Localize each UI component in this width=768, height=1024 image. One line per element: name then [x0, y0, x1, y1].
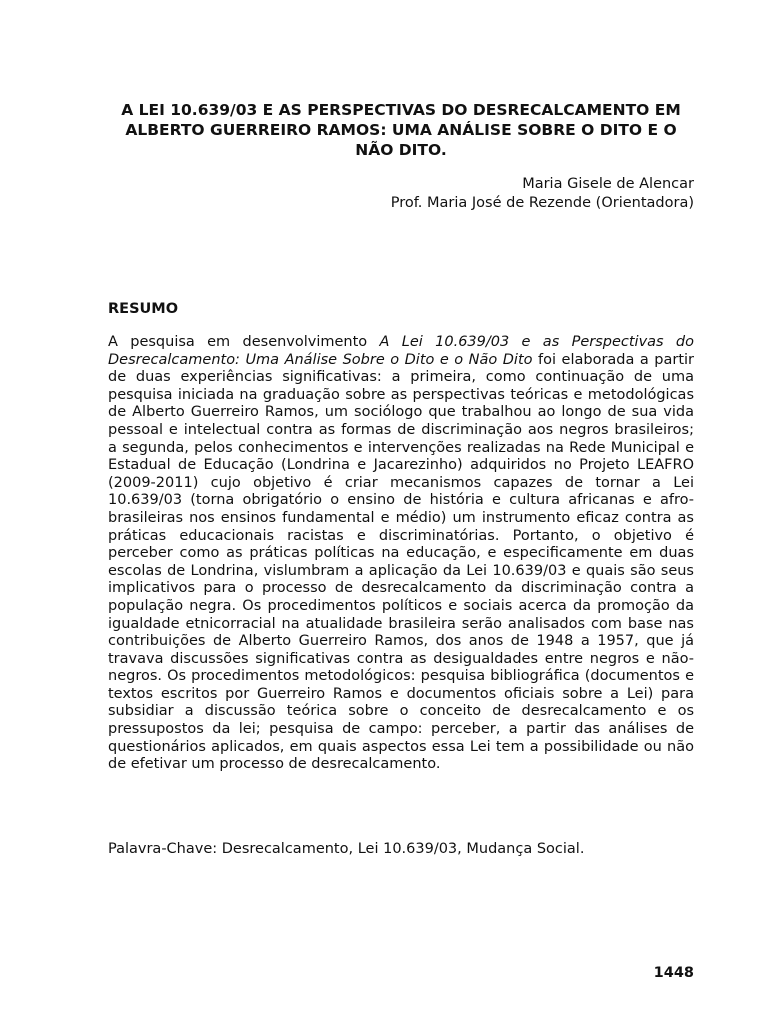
keywords-line: Palavra-Chave: Desrecalcamento, Lei 10.639/03, Mudança Social.	[108, 841, 585, 857]
author-name: Maria Gisele de Alencar	[522, 176, 694, 192]
abstract-italic-title: A Lei 10.639/03 e as Perspectivas do Desrecalcamento: Uma Análise Sobre o Dito e o Não Dito	[108, 334, 695, 368]
author-block	[300, 175, 694, 213]
advisor-name: Prof. Maria José de Rezende (Orientadora)	[390, 195, 694, 211]
document-title: A LEI 10.639/03 E AS PERSPECTIVAS DO DESRECALCAMENTO EM ALBERTO GUERREIRO RAMOS: UMA ANÁLISE SOBRE O DITO E O NÃO DITO.	[121, 101, 681, 159]
abstract-paragraph	[108, 334, 694, 774]
abstract-body: foi elaborada a partir de duas experiências significativas: a primeira, como continuação de uma pesquisa iniciada na graduação sobre as perspectivas teóricas e metodológicas de Alberto Guerreiro Ramos, um sociólogo que trabalhou ao longo de sua vida pessoal e intelectual contra as formas de discriminação aos negros brasileiros; a segunda, pelos conhecimentos e intervenções realizadas na Rede Municipal e Estadual de Educação (Londrina e Jacarezinho) adquiridos no Projeto LEAFRO (2009-2011) cujo objetivo é criar mecanismos capazes de tornar a Lei 10.639/03 (torna obrigatório o ensino de história e cultura africanas e afro-brasileiras nos ensinos fundamental e médio) um instrumento eficaz contra as práticas educacionais racistas e discriminatórias. Portanto, o objetivo é perceber como as práticas políticas na educação, e especificamente em duas escolas de Londrina, vislumbram a aplicação da Lei 10.639/03 e quais são seus implicativos para o processo de desrecalcamento da discriminação contra a população negra. Os procedimentos políticos e sociais acerca da promoção da igualdade etnicorracial na atualidade brasileira serão analisados com base nas contribuições de Alberto Guerreiro Ramos, dos anos de 1948 a 1957, que já travava discussões significativas contra as desigualdades entre negros e não-negros. Os procedimentos metodológicos: pesquisa bibliográfica (documentos e textos escritos por Guerreiro Ramos e documentos oficiais sobre a Lei) para subsidiar a discussão teórica sobre o conceito de desrecalcamento e os pressupostos da lei; pesquisa de campo: perceber, a partir das análises de questionários aplicados, em quais aspectos essa Lei tem a possibilidade ou não de efetivar um processo de desrecalcamento.	[108, 351, 694, 773]
section-heading: RESUMO	[108, 301, 179, 317]
page-number: 1448	[653, 965, 694, 981]
abstract-intro: A pesquisa em desenvolvimento	[108, 334, 380, 350]
